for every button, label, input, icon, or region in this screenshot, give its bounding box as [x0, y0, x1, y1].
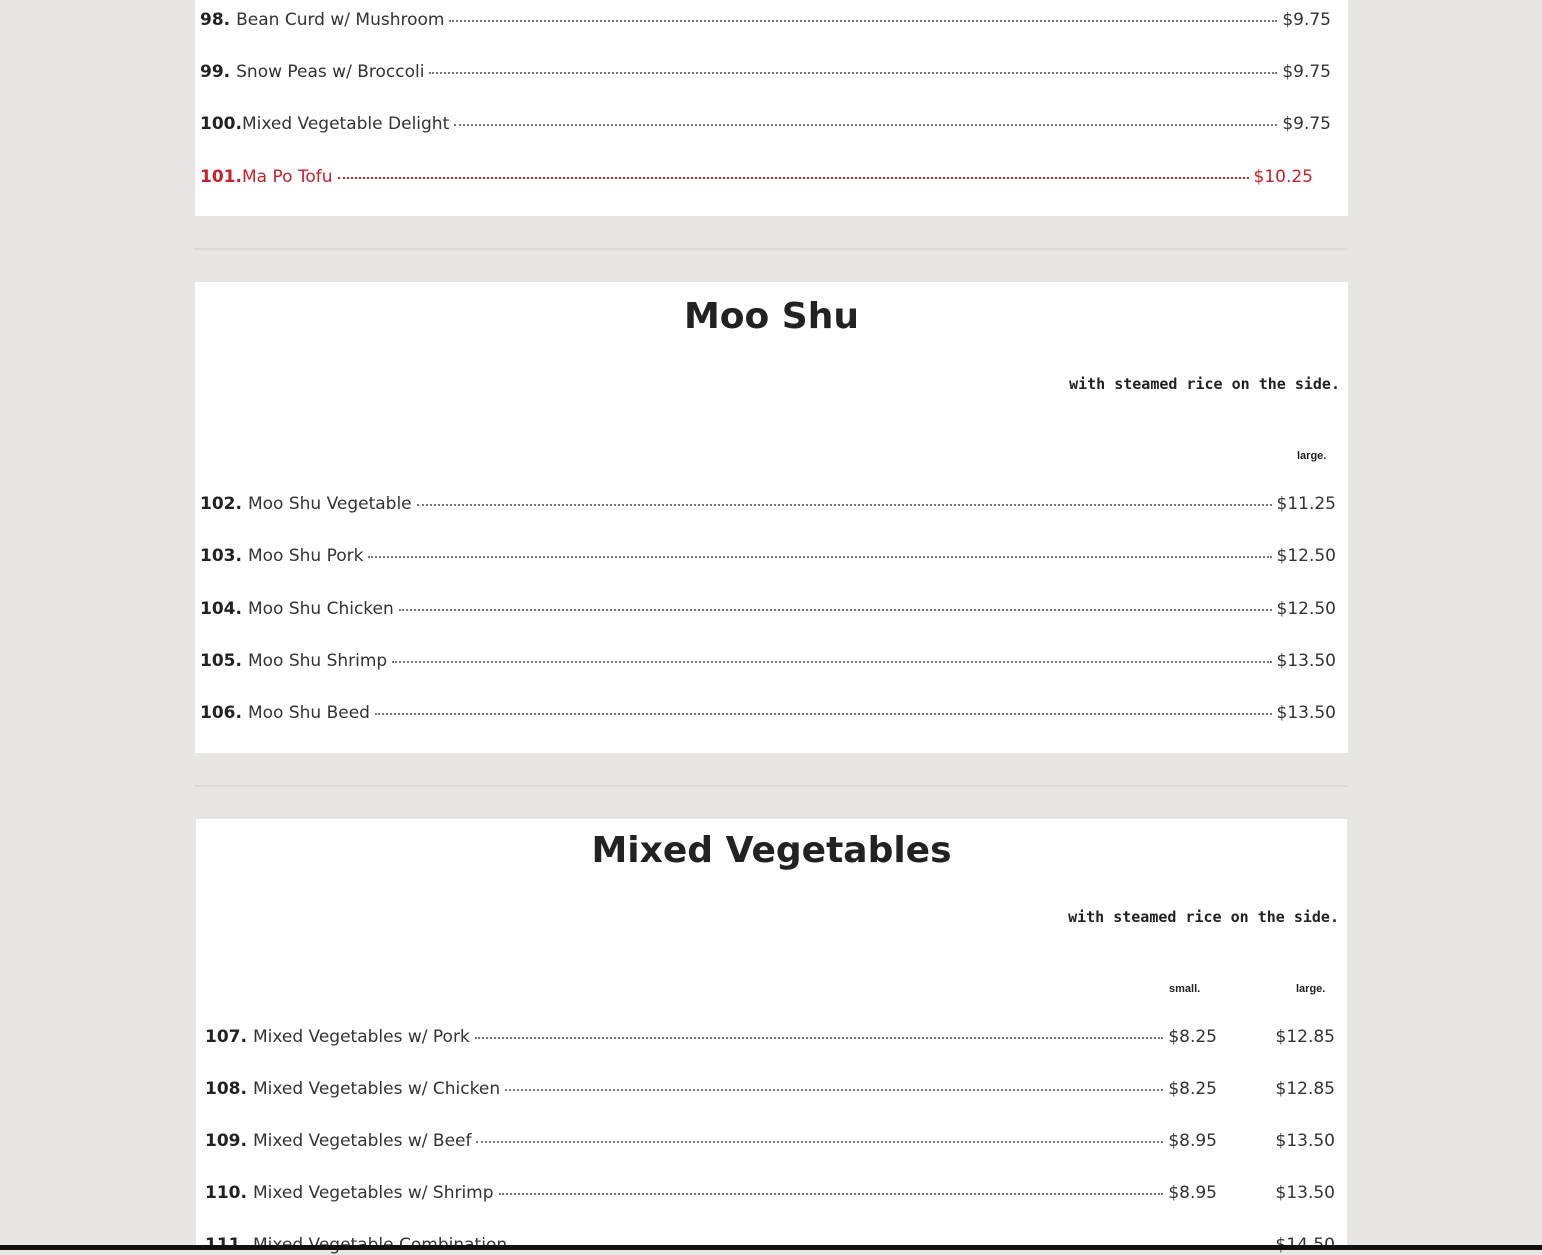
size-header-large: large.: [1296, 983, 1326, 995]
section-title: Mixed Vegetables: [591, 830, 952, 871]
dotted-leader: [338, 176, 1249, 179]
item-name: Snow Peas w/ Broccoli: [236, 62, 425, 82]
dotted-leader: [368, 555, 1271, 558]
menu-item-106: [200, 703, 1336, 723]
item-price-large: $13.50: [1275, 1131, 1335, 1151]
item-price: $10.25: [1253, 167, 1313, 187]
item-number: 101.: [200, 167, 242, 187]
item-name: Mixed Vegetables w/ Beef: [252, 1131, 472, 1151]
menu-item-105: [200, 651, 1336, 671]
item-number: 110.: [205, 1183, 247, 1203]
menu-item-101-spicy: [200, 167, 1313, 187]
dotted-leader: [454, 123, 1277, 126]
item-number: 100.: [200, 114, 242, 134]
item-name: Mixed Vegetables w/ Pork: [252, 1027, 470, 1047]
section-note: with steamed rice on the side.: [1068, 908, 1339, 926]
mixed-vegetables-section-card: [196, 819, 1347, 1250]
item-price: $13.50: [1276, 703, 1336, 723]
menu-item-104: [200, 599, 1336, 619]
menu-item-107: [205, 1027, 1335, 1047]
item-price: $9.75: [1282, 10, 1331, 30]
item-price-small: $8.25: [1168, 1027, 1217, 1047]
item-price: $9.75: [1282, 114, 1331, 134]
menu-item-102: [200, 494, 1336, 514]
dotted-leader: [375, 712, 1272, 715]
item-number: 102.: [200, 494, 242, 514]
menu-item-109: [205, 1131, 1335, 1151]
item-name: Ma Po Tofu: [241, 167, 333, 187]
menu-item-110: [205, 1183, 1335, 1203]
item-name: Moo Shu Shrimp: [247, 651, 388, 671]
dotted-leader: [475, 1036, 1164, 1039]
vegetables-section-card: [195, 0, 1348, 216]
menu-item-103: [200, 546, 1336, 566]
menu-item-98: [200, 10, 1331, 30]
dotted-leader: [499, 1192, 1164, 1195]
section-divider: [194, 248, 1348, 250]
item-number: 106.: [200, 703, 242, 723]
item-number: 98.: [200, 10, 231, 30]
item-price: $12.50: [1276, 546, 1336, 566]
item-name: Mixed Vegetables w/ Shrimp: [252, 1183, 494, 1203]
section-divider: [194, 785, 1348, 787]
item-number: 109.: [205, 1131, 247, 1151]
size-header-large: large.: [1297, 450, 1327, 462]
menu-item-108: [205, 1079, 1335, 1099]
item-name: Moo Shu Vegetable: [247, 494, 412, 514]
dotted-leader: [392, 660, 1271, 663]
moo-shu-section-card: [195, 282, 1348, 753]
item-price: $12.50: [1276, 599, 1336, 619]
menu-item-100: [200, 114, 1331, 134]
item-price: $11.25: [1276, 494, 1336, 514]
item-number: 104.: [200, 599, 242, 619]
dotted-leader: [399, 608, 1272, 611]
item-price-small: $8.25: [1168, 1079, 1217, 1099]
item-price-large: $12.85: [1275, 1027, 1335, 1047]
section-note: with steamed rice on the side.: [1069, 375, 1340, 393]
item-name: Bean Curd w/ Mushroom: [236, 10, 445, 30]
item-name: Moo Shu Beed: [247, 703, 370, 723]
dotted-leader: [449, 19, 1277, 22]
dotted-leader: [476, 1140, 1163, 1143]
window-bottom-edge: [0, 1245, 1542, 1250]
item-number: 103.: [200, 546, 242, 566]
dotted-leader: [505, 1088, 1163, 1091]
item-price: $13.50: [1276, 651, 1336, 671]
item-name: Mixed Vegetables w/ Chicken: [252, 1079, 501, 1099]
item-name: Moo Shu Pork: [247, 546, 364, 566]
item-number: 107.: [205, 1027, 247, 1047]
item-price-large: $12.85: [1275, 1079, 1335, 1099]
dotted-leader: [429, 71, 1277, 74]
item-price-small: $8.95: [1168, 1131, 1217, 1151]
item-name: Moo Shu Chicken: [247, 599, 394, 619]
dotted-leader: [417, 503, 1272, 506]
item-number: 105.: [200, 651, 242, 671]
item-price-small: $8.95: [1168, 1183, 1217, 1203]
menu-item-99: [200, 62, 1331, 82]
item-number: 99.: [200, 62, 231, 82]
item-number: 108.: [205, 1079, 247, 1099]
item-price: $9.75: [1282, 62, 1331, 82]
section-title: Moo Shu: [683, 296, 859, 337]
size-header-small: small.: [1169, 983, 1201, 995]
item-price-large: $13.50: [1275, 1183, 1335, 1203]
item-name: Mixed Vegetable Delight: [241, 114, 450, 134]
